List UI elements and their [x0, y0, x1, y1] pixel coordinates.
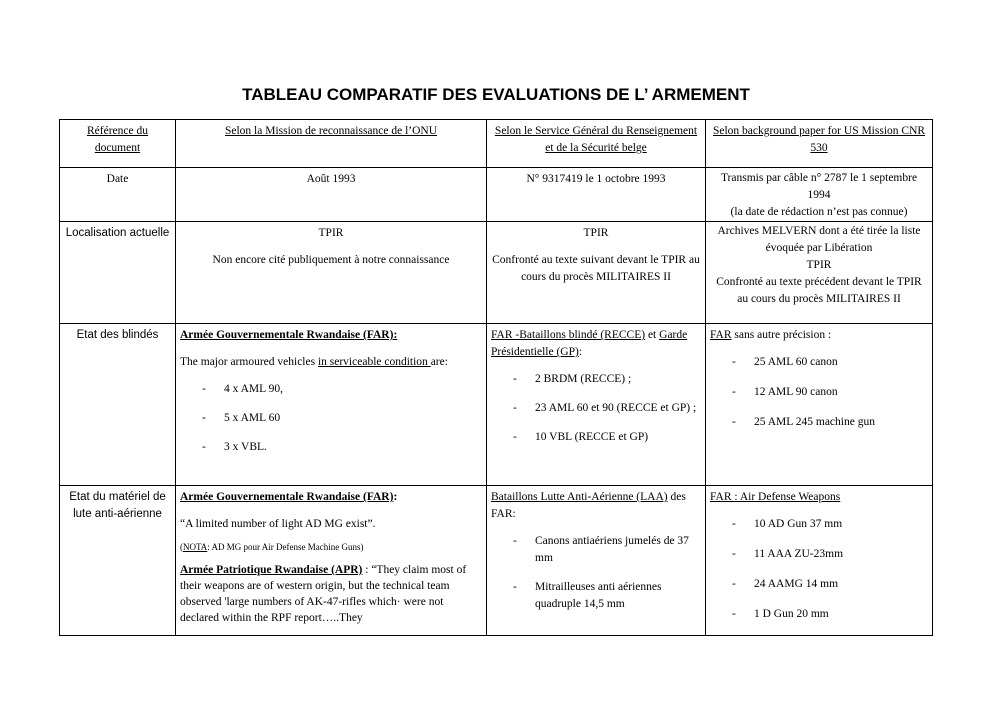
- localisation-us-tpir: TPIR: [806, 259, 832, 271]
- localisation-us-archives: Archives MELVERN dont a été tirée la liste évoquée par Libération: [717, 225, 921, 254]
- blindes-sgr-heading-far: FAR -Bataillons blindé (RECCE): [491, 329, 646, 341]
- blindes-sgr-heading-mid: et: [645, 329, 660, 341]
- list-item: - 1 D Gun 20 mm: [710, 606, 928, 623]
- blindes-sgr-heading-gp: Garde Présidentielle (GP): [491, 329, 688, 358]
- localisation-onu-tpir: TPIR: [318, 227, 344, 239]
- aa-onu-heading-text: Armée Gouvernementale Rwandaise (FAR): [180, 491, 394, 503]
- date-sgr: N° 9317419 le 1 octobre 1993: [487, 168, 706, 222]
- blindes-sgr-heading: [491, 327, 701, 361]
- anti-aerienne-row: [60, 486, 933, 636]
- blindes-sgr-list: [491, 371, 701, 446]
- header-us: Selon background paper for US Mission CNR 530: [706, 120, 933, 168]
- blindes-us-heading-far: FAR: [710, 329, 732, 341]
- header-sgr: Selon le Service Général du Renseignement et de la Sécurité belge: [487, 120, 706, 168]
- table-header-row: [60, 120, 933, 168]
- localisation-row: [60, 222, 933, 324]
- blindes-us-heading: [710, 327, 928, 344]
- localisation-sgr-note: Confronté au texte suivant devant le TPIR au cours du procès MILITAIRES II: [492, 254, 700, 283]
- localisation-sgr: [487, 222, 706, 324]
- blindes-onu-list: [180, 381, 482, 456]
- blindes-onu-text: [180, 354, 482, 371]
- header-onu: Selon la Mission de reconnaissance de l’ONU: [176, 120, 487, 168]
- list-item: - Canons antiaériens jumelés de 37 mm: [491, 533, 701, 567]
- blindes-onu-heading: Armée Gouvernementale Rwandaise (FAR):: [180, 329, 398, 341]
- list-item: - 10 VBL (RECCE et GP): [491, 429, 701, 446]
- localisation-us: [706, 222, 933, 324]
- list-item: - 10 AD Gun 37 mm: [710, 516, 928, 533]
- aa-onu-apr-heading: Armée Patriotique Rwandaise (APR): [180, 564, 363, 576]
- anti-aerienne-label: Etat du matériel de lute anti-aérienne: [60, 486, 176, 636]
- aa-onu-nota: [180, 539, 482, 556]
- aa-onu-nota-open: (: [180, 542, 183, 552]
- localisation-onu: [176, 222, 487, 324]
- blindes-onu: [176, 324, 487, 486]
- date-onu: Août 1993: [176, 168, 487, 222]
- aa-onu-nota-text: : AD MG pour Air Defense Machine Guns): [207, 542, 364, 552]
- list-item: - Mitrailleuses anti aériennes quadruple 14,5 mm: [491, 579, 701, 613]
- aa-us-list: [710, 516, 928, 623]
- list-item: - 23 AML 60 et 90 (RECCE et GP) ;: [491, 400, 701, 417]
- header-reference: Référence du document: [60, 120, 176, 168]
- aa-sgr-heading-end: des FAR:: [491, 491, 686, 520]
- aa-onu-quote: “A limited number of light AD MG exist”.: [180, 518, 376, 530]
- anti-aerienne-sgr: [487, 486, 706, 636]
- localisation-us-note: Confronté au texte précédent devant le TPIR au cours du procès MILITAIRES II: [716, 276, 922, 305]
- localisation-label: Localisation actuelle: [60, 222, 176, 324]
- page-title: TABLEAU COMPARATIF DES EVALUATIONS DE L’ ARMEMENT: [242, 85, 750, 104]
- comparison-table: [59, 119, 933, 636]
- list-item: - 24 AAMG 14 mm: [710, 576, 928, 593]
- localisation-onu-note: Non encore cité publiquement à notre connaissance: [212, 254, 450, 266]
- blindes-label: Etat des blindés: [60, 324, 176, 486]
- aa-onu-heading: [180, 489, 482, 506]
- blindes-sgr-heading-end: :: [578, 346, 583, 358]
- blindes-onu-text-a: The major armoured vehicles: [180, 356, 318, 368]
- blindes-row: [60, 324, 933, 486]
- list-item: - 2 BRDM (RECCE) ;: [491, 371, 701, 388]
- aa-sgr-heading-text: Bataillons Lutte Anti-Aérienne (LAA): [491, 491, 668, 503]
- list-item: - 5 x AML 60: [180, 410, 482, 427]
- list-item: - 25 AML 60 canon: [710, 354, 928, 371]
- blindes-onu-text-underlined: in serviceable condition: [317, 356, 431, 368]
- list-item: - 3 x VBL.: [180, 439, 482, 456]
- date-us-line1: Transmis par câble n° 2787 le 1 septembre 1994: [720, 172, 918, 201]
- list-item: - 4 x AML 90,: [180, 381, 482, 398]
- list-item: - 11 AAA ZU-23mm: [710, 546, 928, 563]
- localisation-sgr-tpir: TPIR: [583, 227, 609, 239]
- date-label: Date: [60, 168, 176, 222]
- date-row: [60, 168, 933, 222]
- aa-sgr-list: [491, 533, 701, 613]
- date-us-line2: (la date de rédaction n’est pas connue): [730, 206, 908, 218]
- blindes-onu-text-b: are:: [430, 356, 448, 368]
- anti-aerienne-us: [706, 486, 933, 636]
- aa-onu-nota-label: NOTA: [183, 542, 208, 552]
- list-item: - 12 AML 90 canon: [710, 384, 928, 401]
- list-item: - 25 AML 245 machine gun: [710, 414, 928, 431]
- aa-us-heading: FAR : Air Defense Weapons: [710, 491, 841, 503]
- aa-onu-heading-end: :: [393, 491, 398, 503]
- date-us: [706, 168, 933, 222]
- blindes-sgr: [487, 324, 706, 486]
- aa-sgr-heading: [491, 489, 701, 523]
- aa-onu-apr-text: : “They claim most of their weapons are of western origin, but the technical team observed 'large numbers of AK-47-rifles which· were not declared within the RPF report…..They: [180, 564, 467, 624]
- blindes-us-heading-rest: sans autre précision :: [731, 329, 832, 341]
- blindes-us-list: [710, 354, 928, 431]
- aa-onu-apr: [180, 562, 482, 626]
- blindes-us: [706, 324, 933, 486]
- anti-aerienne-onu: [176, 486, 487, 636]
